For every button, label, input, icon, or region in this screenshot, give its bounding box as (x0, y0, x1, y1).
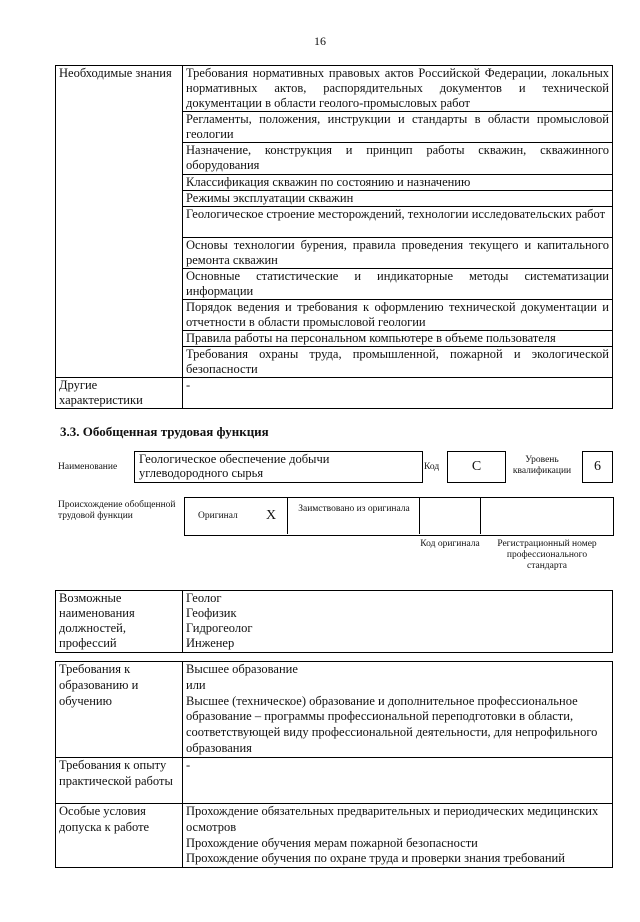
reg-number-caption: Регистрационный номер профессионального стандарта (497, 539, 597, 571)
positions-table (55, 590, 613, 653)
list-item: Геолог (186, 591, 222, 605)
list-item: Инженер (186, 636, 235, 650)
other-label: Другие характеристики (56, 378, 183, 409)
knowledge-item: Геологическое строение месторождений, технологии исследовательских работ (183, 207, 613, 238)
code-original-caption: Код оригинала (420, 539, 480, 549)
section-title: 3.3. Обобщенная трудовая функция (60, 424, 269, 439)
code-label: Код (424, 462, 440, 472)
education-label: Требования к образованию и обучению (56, 662, 183, 758)
list-item: Высшее образование (186, 662, 298, 676)
list-item: Гидрогеолог (186, 621, 253, 635)
knowledge-label: Необходимые знания (56, 66, 183, 378)
function-code-box (447, 451, 506, 483)
table-row (56, 804, 613, 868)
list-item: Высшее (техническое) образование и дополнительное профессиональное образование – программы профессиональной переподготовки в области, соответствующей виду профессиональной деятельности, для непрофильного образования (186, 693, 598, 755)
borrowed-label: Заимствовано из оригинала (298, 504, 410, 514)
list-item: Геофизик (186, 606, 237, 620)
knowledge-item: Классификация скважин по состоянию и назначению (183, 175, 613, 191)
name-label: Наименование (58, 462, 118, 472)
knowledge-item: Требования охраны труда, промышленной, пожарной и экологической безопасности (183, 347, 613, 378)
knowledge-item: Основы технологии бурения, правила проведения текущего и капитального ремонта скважин (183, 238, 613, 269)
cell-divider (480, 497, 481, 534)
function-name: Геологическое обеспечение добычи углеводородного сырья (139, 452, 330, 480)
original-label: Оригинал (198, 511, 238, 521)
knowledge-item: Регламенты, положения, инструкции и стандарты в области промысловой геологии (183, 112, 613, 143)
level-label: Уровень квалификации (512, 455, 572, 476)
list-item: или (186, 677, 206, 692)
special-conditions-value (183, 804, 613, 868)
special-conditions-label: Особые условия допуска к работе (56, 804, 183, 868)
experience-label: Требования к опыту практической работы (56, 758, 183, 804)
qualification-level-box (582, 451, 613, 483)
origin-label: Происхождение обобщенной трудовой функции (58, 500, 176, 521)
other-value: - (183, 378, 613, 409)
knowledge-item: Правила работы на персональном компьютере в объеме пользователя (183, 331, 613, 347)
list-item: Прохождение обучения мерам пожарной безопасности (186, 835, 478, 850)
list-item: Прохождение обязательных предварительных и периодических медицинских осмотров (186, 804, 599, 834)
function-code: C (471, 459, 482, 474)
education-value (183, 662, 613, 758)
origin-box (184, 497, 614, 536)
positions-list (183, 591, 613, 653)
knowledge-item: Назначение, конструкция и принцип работы скважин, скважинного оборудования (183, 143, 613, 175)
cell-divider (287, 497, 288, 534)
experience-value: - (183, 758, 613, 804)
table-row (56, 758, 613, 804)
cell-divider (419, 497, 420, 534)
requirements-table (55, 661, 613, 868)
table-row (56, 662, 613, 758)
positions-label: Возможные наименования должностей, профессий (56, 591, 183, 653)
table-row (56, 378, 613, 409)
knowledge-item: Основные статистические и индикаторные методы систематизации информации (183, 269, 613, 300)
list-item: Прохождение обучения по охране труда и проверки знания требований (186, 851, 565, 866)
qualification-level: 6 (594, 459, 601, 474)
table-row (56, 591, 613, 653)
original-mark: X (266, 508, 277, 523)
function-name-box (134, 451, 423, 483)
table-row (56, 66, 613, 112)
knowledge-table (55, 65, 613, 409)
page-number: 16 (314, 34, 326, 48)
knowledge-item: Режимы эксплуатации скважин (183, 191, 613, 207)
knowledge-item: Порядок ведения и требования к оформлению технической документации и отчетности в области промысловой геологии (183, 300, 613, 331)
knowledge-item: Требования нормативных правовых актов Российской Федерации, локальных нормативных актов, распорядительных документов и технической документации в области геолого-промысловых работ (183, 66, 613, 112)
